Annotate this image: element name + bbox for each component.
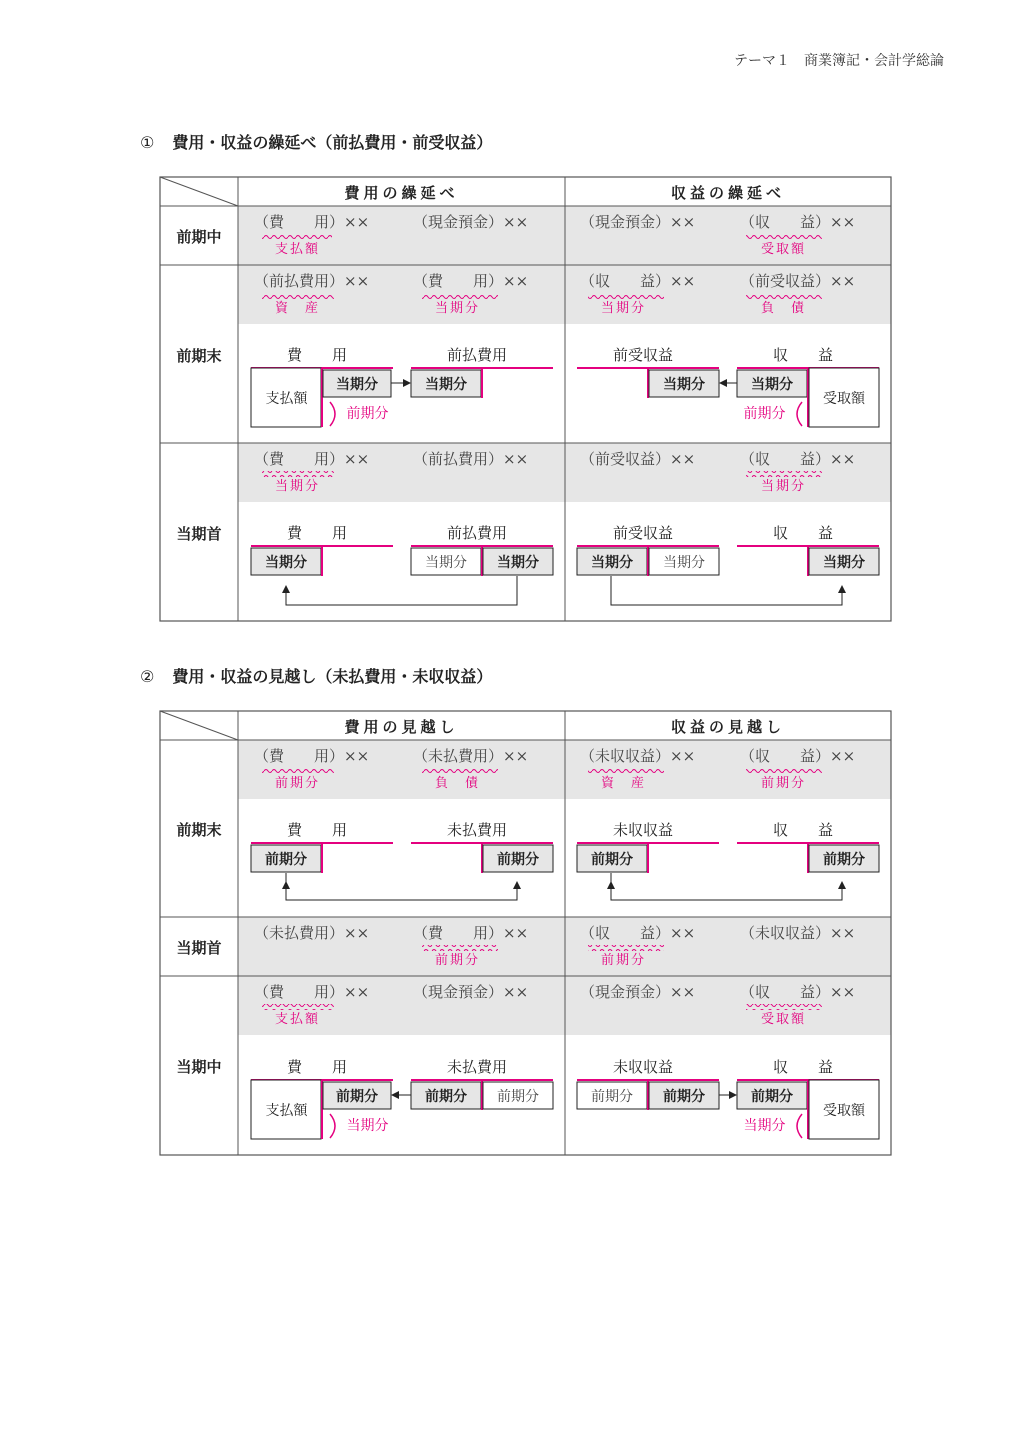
s1r2-expense-credit-note: 当期分 xyxy=(435,301,481,316)
s1r3-expense-credit: （前払費用）×× xyxy=(413,450,529,468)
s2r1-expense-credit-note: 負 債 xyxy=(435,776,481,791)
s1r1-expense-credit: （現金預金）×× xyxy=(413,213,529,231)
section-2-heading: 費用・収益の見越し（未払費用・未収収益） xyxy=(172,667,493,686)
s1r3-revenue-debit: （前受収益）×× xyxy=(580,450,696,468)
s1r2-t-unearned-title: 前受収益 xyxy=(613,346,674,364)
section-2-title xyxy=(140,664,492,687)
s1r2-paid-amount: 支払額 xyxy=(265,390,308,407)
s1r2-rev-prev: 前期分 xyxy=(743,406,786,422)
s2r1-expense-credit: （未払費用）×× xyxy=(413,747,529,765)
s1r2-revenue-credit-note: 負 債 xyxy=(761,301,807,316)
s2r1-revenue-credit-note: 前期分 xyxy=(761,776,807,791)
s1r2-expense-debit: （前払費用）×× xyxy=(254,272,370,290)
s2r2-revenue-credit: （未収収益）×× xyxy=(740,924,856,942)
s1r2-t-expense-title: 費 用 xyxy=(287,346,348,364)
s1r3-t-unearned-title: 前受収益 xyxy=(613,524,674,542)
s2r1-accrued-prev: 前期分 xyxy=(497,851,539,868)
s1r1-revenue-credit: （収 益）×× xyxy=(740,213,856,231)
s2r1-t-expense-title: 費 用 xyxy=(287,821,348,839)
s2r2-expense-credit-note: 前期分 xyxy=(435,953,481,968)
s1r3-exp-current: 当期分 xyxy=(265,554,307,571)
s1r3-prepaid-current-left: 当期分 xyxy=(425,554,467,571)
s1r3-revenue-credit: （収 益）×× xyxy=(740,450,856,468)
s1r2-t-prepaid-title: 前払費用 xyxy=(447,346,508,364)
s1r2-unearned-current: 当期分 xyxy=(663,376,705,393)
s2r3-accrued-prev-right: 前期分 xyxy=(497,1088,539,1105)
s2r3-exp-current: 当期分 xyxy=(346,1118,389,1134)
page-header: テーマ１ 商業簿記・会計学総論 xyxy=(734,53,944,69)
s1r3-t-revenue-title: 収 益 xyxy=(773,524,834,542)
section-1-heading: 費用・収益の繰延べ（前払費用・前受収益） xyxy=(172,133,493,152)
s1-row-label-2: 前期末 xyxy=(176,347,222,365)
s1r2-revenue-debit: （収 益）×× xyxy=(580,272,696,290)
s2r1-expense-debit-note: 前期分 xyxy=(275,776,321,791)
s1r1-revenue-debit: （現金預金）×× xyxy=(580,213,696,231)
s1r3-prepaid-current-right: 当期分 xyxy=(497,554,539,571)
s1r3-rev-current: 当期分 xyxy=(823,554,865,571)
section-2-number: ② xyxy=(140,667,155,686)
s1r2-revenue-debit-note: 当期分 xyxy=(601,301,647,316)
s1-corner-diagonal xyxy=(160,177,238,206)
s1r3-unearned-current-left: 当期分 xyxy=(591,554,633,571)
s2r3-t-revenue-title: 収 益 xyxy=(773,1058,834,1076)
s2r3-accrued-rev-prev-right: 前期分 xyxy=(663,1088,705,1105)
s2r2-expense-debit: （未払費用）×× xyxy=(254,924,370,942)
s2r2-revenue-debit: （収 益）×× xyxy=(580,924,696,942)
s2-row-label-1: 前期末 xyxy=(176,821,222,839)
s1r1-revenue-credit-note: 受取額 xyxy=(761,242,807,257)
s1r3-expense-debit-note: 当期分 xyxy=(275,479,321,494)
s2r3-rev-current: 当期分 xyxy=(743,1118,786,1134)
s2r3-expense-debit-note: 支払額 xyxy=(275,1012,321,1027)
s1r3-t-prepaid-title: 前払費用 xyxy=(447,524,508,542)
s1-row-label-1: 前期中 xyxy=(176,228,222,246)
s2r3-revenue-debit: （現金預金）×× xyxy=(580,983,696,1001)
s2r1-rev-prev: 前期分 xyxy=(823,851,865,868)
s2r3-t-accrued-title: 未払費用 xyxy=(447,1058,508,1076)
s1r2-expense-credit: （費 用）×× xyxy=(413,272,529,290)
s2r1-revenue-debit-note: 資 産 xyxy=(601,776,647,791)
s1-row-label-3: 当期首 xyxy=(176,525,222,543)
s2r3-expense-debit: （費 用）×× xyxy=(254,983,370,1001)
s2r1-accrued-rev-prev: 前期分 xyxy=(591,851,633,868)
s2r3-exp-prev: 前期分 xyxy=(336,1088,378,1105)
s1r2-t-revenue-title: 収 益 xyxy=(773,346,834,364)
s2r3-rev-prev: 前期分 xyxy=(751,1088,793,1105)
s2-col-revenue-header: 収益の見越し xyxy=(670,718,785,736)
s2r1-expense-debit: （費 用）×× xyxy=(254,747,370,765)
s2-col-expense-header: 費用の見越し xyxy=(344,718,459,736)
s2-row-label-2: 当期首 xyxy=(176,939,222,957)
s2r3-received-amount: 受取額 xyxy=(823,1102,865,1119)
s1r2-rev-current: 当期分 xyxy=(751,376,793,393)
s2r2-expense-credit: （費 用）×× xyxy=(413,924,529,942)
s2r3-t-accrued-rev-title: 未収収益 xyxy=(613,1058,674,1076)
s1r3-unearned-current-right: 当期分 xyxy=(663,554,705,571)
s2r3-paid-amount: 支払額 xyxy=(265,1102,308,1119)
s2r1-revenue-debit: （未収収益）×× xyxy=(580,747,696,765)
s2r3-accrued-prev-left: 前期分 xyxy=(425,1088,467,1105)
s2r2-revenue-debit-note: 前期分 xyxy=(601,953,647,968)
s1r1-expense-debit: （費 用）×× xyxy=(254,213,370,231)
section-1-number: ① xyxy=(140,133,155,152)
s1r3-revenue-credit-note: 当期分 xyxy=(761,479,807,494)
s1-col-revenue-header: 収益の繰延べ xyxy=(670,184,785,202)
s1-col-expense-header: 費用の繰延べ xyxy=(344,184,459,202)
s2r3-expense-credit: （現金預金）×× xyxy=(413,983,529,1001)
s1r2-prepaid-current: 当期分 xyxy=(425,376,467,393)
s2-row-label-3: 当期中 xyxy=(176,1058,222,1076)
s2r1-revenue-credit: （収 益）×× xyxy=(740,747,856,765)
s1r2-revenue-credit: （前受収益）×× xyxy=(740,272,856,290)
s2r3-revenue-credit: （収 益）×× xyxy=(740,983,856,1001)
s1r2-expense-debit-note: 資 産 xyxy=(275,301,321,316)
s2r1-t-accrued-title: 未払費用 xyxy=(447,821,508,839)
s2r1-exp-prev: 前期分 xyxy=(265,851,307,868)
s2r3-t-expense-title: 費 用 xyxy=(287,1058,348,1076)
s1r2-received-amount: 受取額 xyxy=(823,390,865,407)
s2r3-accrued-rev-prev-left: 前期分 xyxy=(591,1088,633,1105)
s1r1-expense-debit-note: 支払額 xyxy=(275,242,321,257)
s1r3-expense-debit: （費 用）×× xyxy=(254,450,370,468)
s1r2-exp-current: 当期分 xyxy=(336,376,378,393)
s1r2-exp-prev: 前期分 xyxy=(346,406,389,422)
s2-corner-diagonal xyxy=(160,711,238,740)
s2r3-revenue-credit-note: 受取額 xyxy=(761,1012,807,1027)
s2r1-t-revenue-title: 収 益 xyxy=(773,821,834,839)
s1r3-t-expense-title: 費 用 xyxy=(287,524,348,542)
s2r1-t-accrued-rev-title: 未収収益 xyxy=(613,821,674,839)
